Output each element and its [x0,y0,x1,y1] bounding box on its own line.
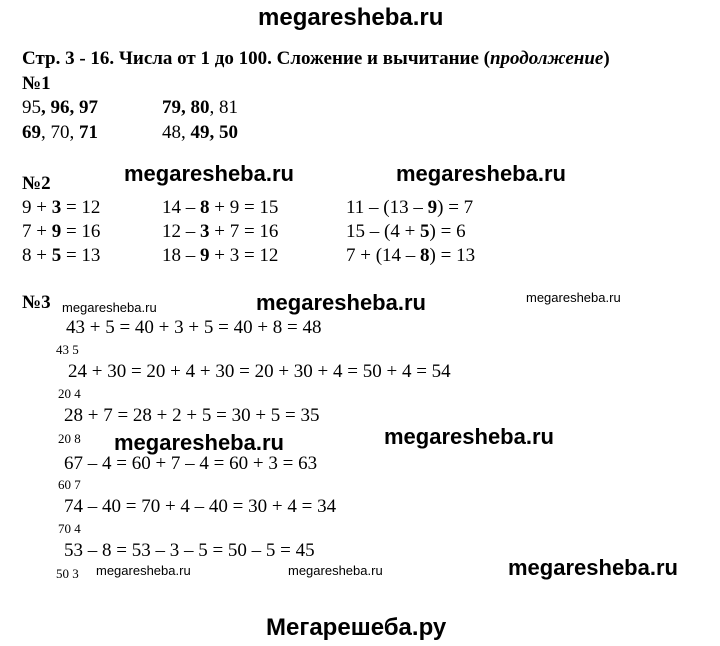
watermark-top: megaresheba.ru [258,4,444,31]
task1-row2-b: 48, 49, 50 [162,122,238,143]
watermark-small-2: megaresheba.ru [526,290,621,305]
task2-c1-r3: 8 + 5 = 13 [22,245,101,266]
task3-sub-1: 43 5 [56,342,79,357]
watermark-mid-2: megaresheba.ru [396,161,566,186]
task2-c2-r2: 12 – 3 + 7 = 16 [162,221,279,242]
task3-eq-6: 53 – 8 = 53 – 3 – 5 = 50 – 5 = 45 [64,540,315,561]
heading-suffix: ) [603,48,610,69]
page-heading [22,48,610,70]
task3-sub-2: 20 4 [58,386,81,401]
task3-sub-3: 20 8 [58,431,81,446]
task2-c2-r1: 14 – 8 + 9 = 15 [162,197,279,218]
watermark-mid-1: megaresheba.ru [124,161,294,186]
task2-c1-r1: 9 + 3 = 12 [22,197,101,218]
task3-eq-1: 43 + 5 = 40 + 3 + 5 = 40 + 8 = 48 [66,317,322,338]
task1-row1-a: 95, 96, 97 [22,97,98,118]
watermark-bottom-2: megaresheba.ru [288,563,383,578]
task2-label: №2 [22,173,51,194]
watermark-small-1: megaresheba.ru [62,300,157,315]
task2-c1-r2: 7 + 9 = 16 [22,221,101,242]
task1-label: №1 [22,73,51,94]
task2-c2-r3: 18 – 9 + 3 = 12 [162,245,279,266]
task3-eq-4: 67 – 4 = 60 + 7 – 4 = 60 + 3 = 63 [64,453,318,474]
heading-prefix: Стр. 3 - 16. Числа от 1 до 100. Сложение и вычитание ( [22,48,490,69]
watermark-bottom-3: megaresheba.ru [508,555,678,580]
task3-sub-5: 70 4 [58,521,81,536]
task1-row1-b: 79, 80, 81 [162,97,238,118]
task3-eq-2: 24 + 30 = 20 + 4 + 30 = 20 + 30 + 4 = 50 + 4 = 54 [68,361,451,382]
task3-sub-6: 50 3 [56,566,79,581]
task2-c3-r2: 15 – (4 + 5) = 6 [346,221,466,242]
task3-eq-3: 28 + 7 = 28 + 2 + 5 = 30 + 5 = 35 [64,405,320,426]
task3-sub-4: 60 7 [58,477,81,492]
task3-eq-5: 74 – 40 = 70 + 4 – 40 = 30 + 4 = 34 [64,496,337,517]
heading-italic: продолжение [489,48,604,69]
task2-c3-r1: 11 – (13 – 9) = 7 [346,197,474,218]
footer-site-name: Мегарешеба.ру [266,614,447,641]
watermark-bottom-1: megaresheba.ru [96,563,191,578]
watermark-inline-2: megaresheba.ru [384,424,554,449]
task3-label: №3 [22,292,51,313]
task1-row2-a: 69, 70, 71 [22,122,98,143]
task2-c3-r3: 7 + (14 – 8) = 13 [346,245,476,266]
watermark-task3-big: megaresheba.ru [256,290,426,315]
watermark-inline-1: megaresheba.ru [114,430,284,455]
